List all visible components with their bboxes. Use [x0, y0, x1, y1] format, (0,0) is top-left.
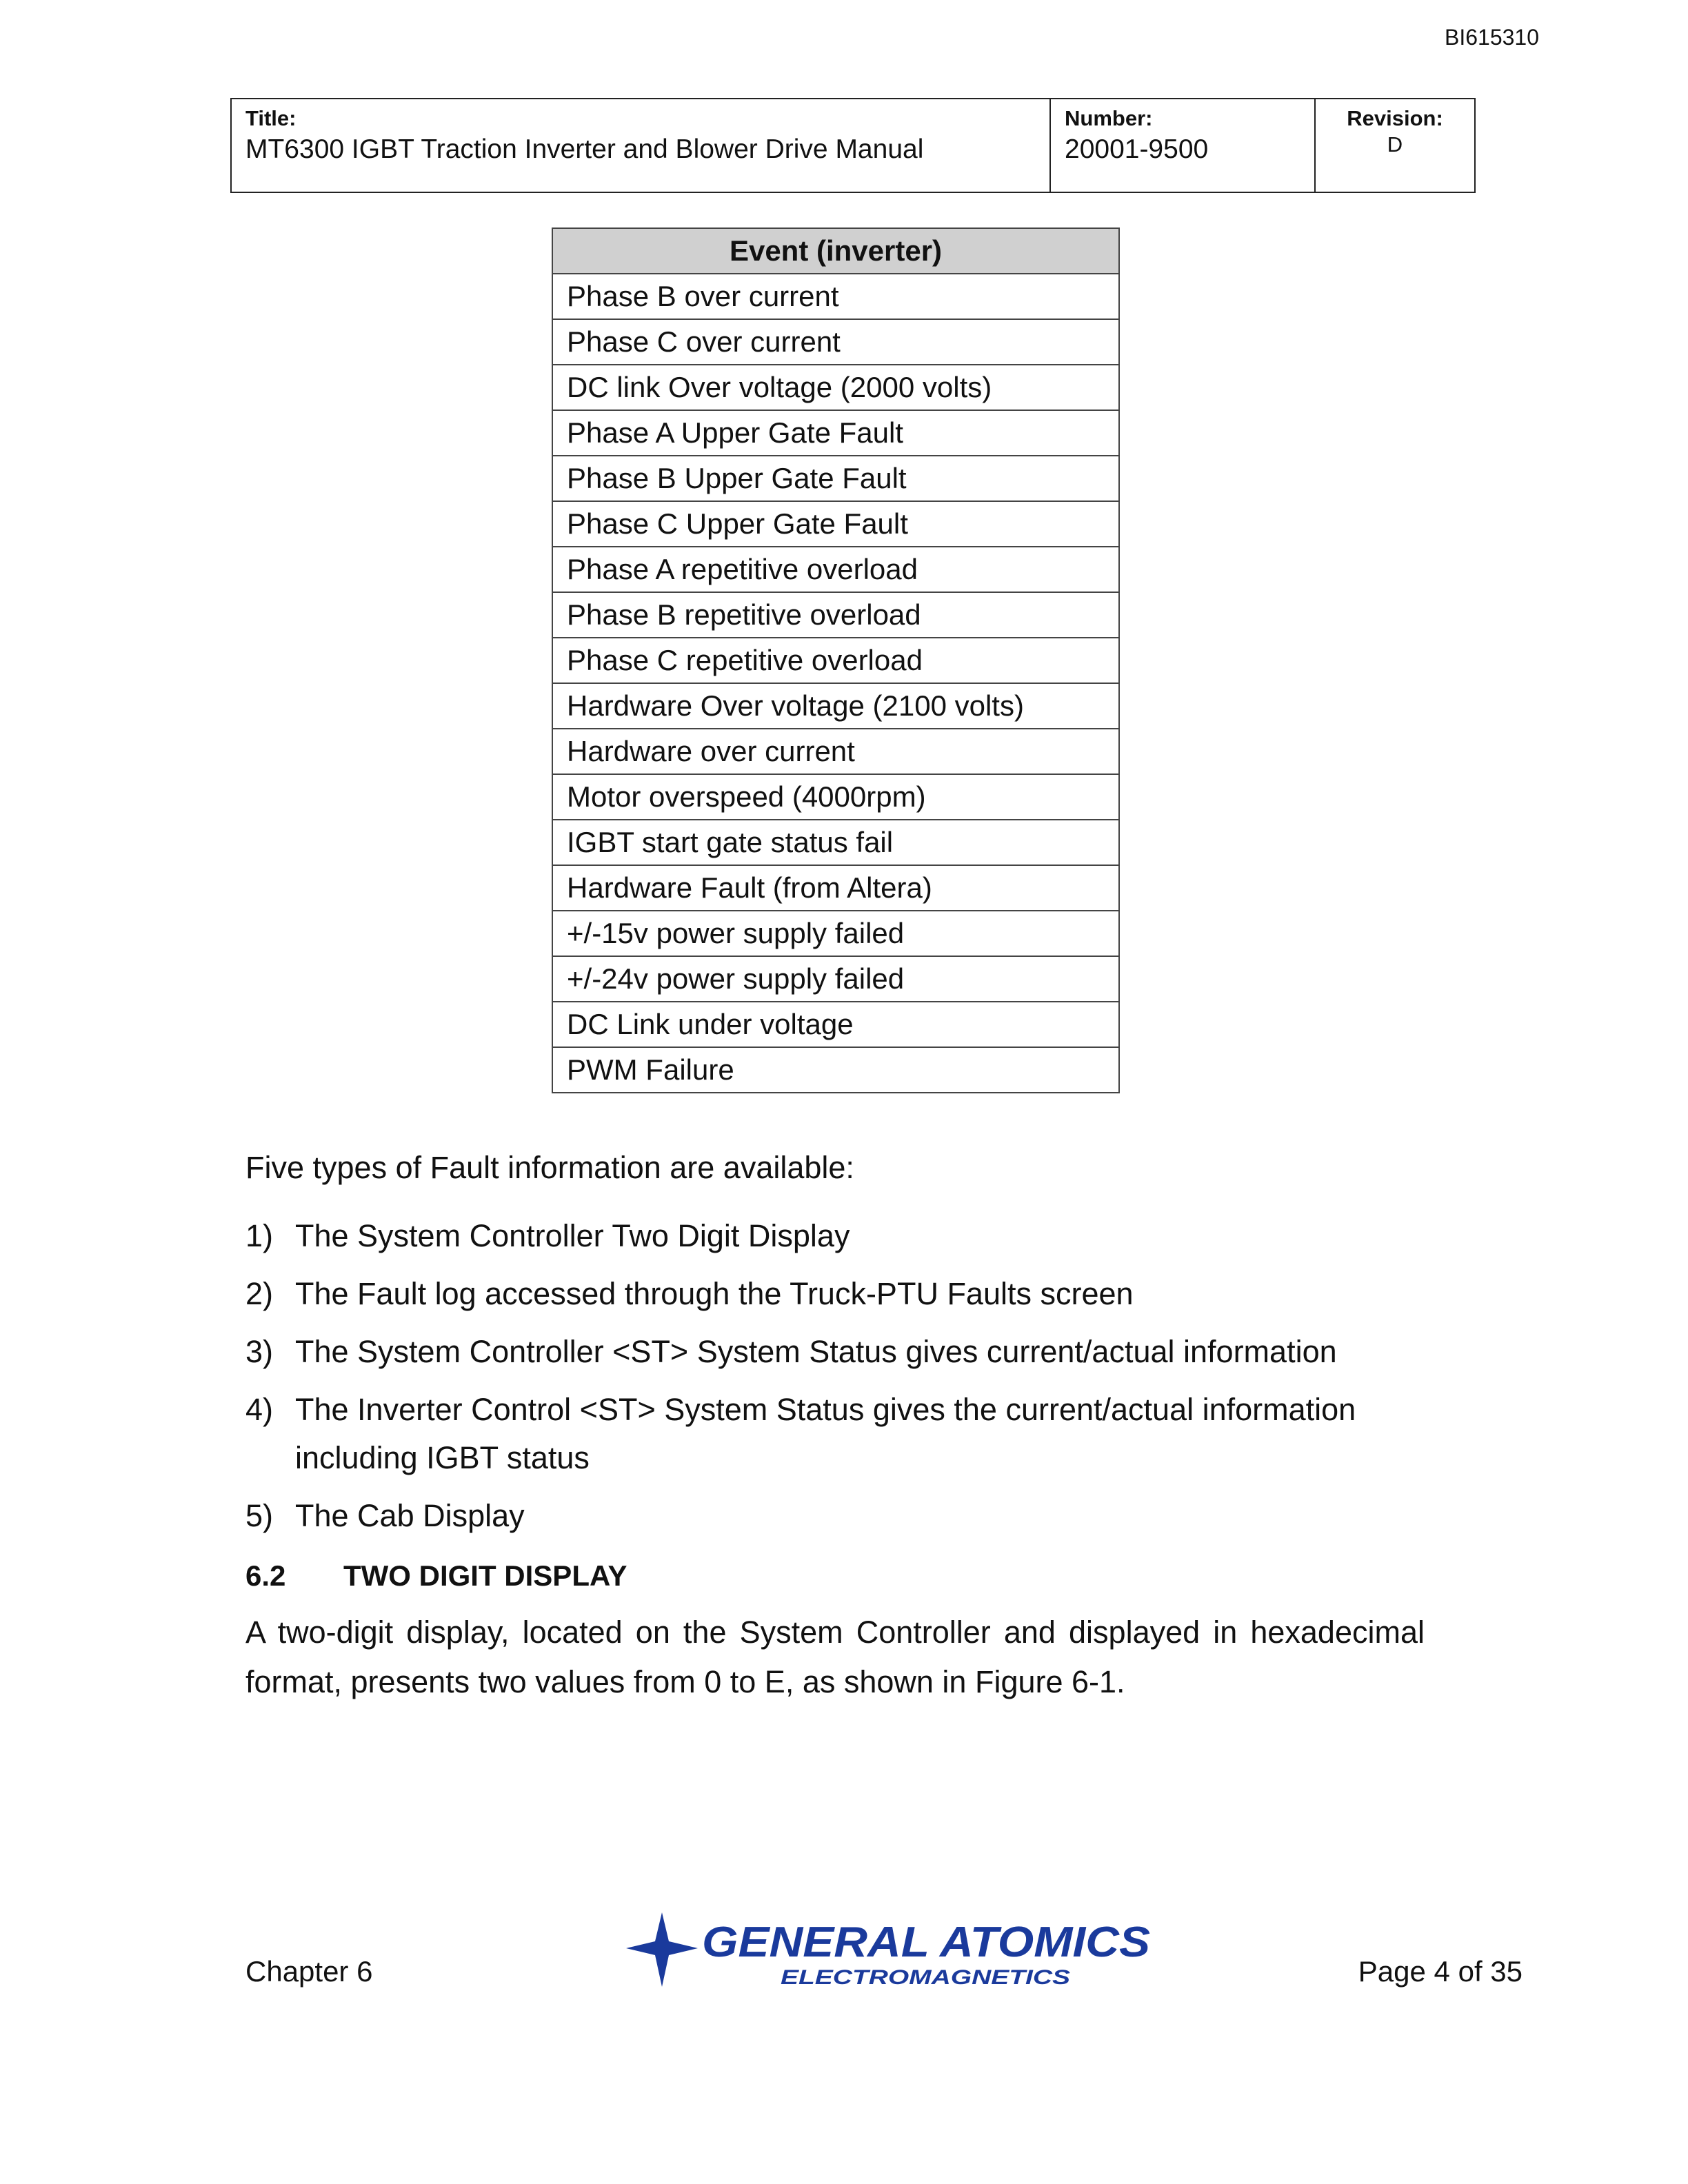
star-icon	[626, 1912, 698, 1987]
title-label: Title:	[245, 106, 297, 130]
event-cell: +/-15v power supply failed	[552, 911, 1119, 956]
footer-page-number: Page 4 of 35	[1358, 1955, 1523, 1988]
event-cell: Phase B Upper Gate Fault	[552, 456, 1119, 501]
event-cell: +/-24v power supply failed	[552, 956, 1119, 1002]
event-table-header-row	[552, 228, 1119, 274]
logo-sub-text: ELECTROMAGNETICS	[781, 1966, 1070, 1989]
table-row	[552, 638, 1119, 683]
table-row	[552, 456, 1119, 501]
list-item	[245, 1212, 1425, 1260]
table-row	[552, 865, 1119, 911]
fault-list	[245, 1212, 1425, 1550]
company-logo	[621, 1910, 1158, 1992]
list-number: 3)	[245, 1334, 274, 1369]
revision-label: Revision:	[1347, 106, 1443, 130]
table-row	[552, 956, 1119, 1002]
event-cell: DC link Over voltage (2000 volts)	[552, 365, 1119, 410]
fault-intro: Five types of Fault information are available:	[245, 1150, 854, 1185]
list-item	[245, 1328, 1425, 1376]
table-row	[552, 911, 1119, 956]
revision-value: D	[1387, 132, 1403, 156]
list-text: The System Controller Two Digit Display	[295, 1218, 850, 1253]
event-cell: DC Link under voltage	[552, 1002, 1119, 1047]
event-cell: Phase A Upper Gate Fault	[552, 410, 1119, 456]
event-cell: Motor overspeed (4000rpm)	[552, 774, 1119, 820]
table-row	[552, 365, 1119, 410]
table-row	[552, 501, 1119, 547]
event-table	[552, 228, 1120, 1093]
event-cell: Phase C repetitive overload	[552, 638, 1119, 683]
number-value: 20001-9500	[1065, 134, 1209, 164]
list-number: 4)	[245, 1392, 274, 1427]
document-id: BI615310	[1444, 25, 1539, 50]
table-row	[552, 729, 1119, 774]
event-cell: Phase B repetitive overload	[552, 592, 1119, 638]
list-text: The Fault log accessed through the Truck-PTU Faults screen	[295, 1276, 1134, 1311]
list-number: 2)	[245, 1276, 274, 1311]
event-table-header: Event (inverter)	[552, 228, 1119, 274]
table-row	[552, 1002, 1119, 1047]
table-row	[552, 1047, 1119, 1093]
section-paragraph: A two-digit display, located on the System Controller and displayed in hexadecimal format, presents two values from 0 to E, as shown in Figure 6-1.	[245, 1615, 1425, 1699]
list-text: The Cab Display	[295, 1498, 525, 1533]
list-item	[245, 1386, 1425, 1482]
number-label: Number:	[1065, 106, 1153, 130]
title-value: MT6300 IGBT Traction Inverter and Blower Drive Manual	[245, 134, 924, 164]
event-cell: Phase C Upper Gate Fault	[552, 501, 1119, 547]
list-text: The System Controller <ST> System Status gives current/actual information	[295, 1334, 1337, 1369]
table-row	[552, 683, 1119, 729]
section-title: TWO DIGIT DISPLAY	[343, 1559, 627, 1592]
table-row	[552, 410, 1119, 456]
list-item	[245, 1270, 1425, 1318]
table-row	[552, 274, 1119, 319]
table-row	[552, 774, 1119, 820]
table-row	[552, 820, 1119, 865]
event-cell: IGBT start gate status fail	[552, 820, 1119, 865]
footer-chapter: Chapter 6	[245, 1955, 373, 1988]
table-row	[552, 547, 1119, 592]
section-number: 6.2	[245, 1559, 286, 1592]
revision-cell	[1316, 99, 1474, 192]
event-cell: Phase C over current	[552, 319, 1119, 365]
list-number: 5)	[245, 1498, 274, 1533]
list-text: The Inverter Control <ST> System Status gives the current/actual information including IGBT status	[295, 1392, 1356, 1475]
list-item	[245, 1492, 1425, 1540]
table-row	[552, 319, 1119, 365]
event-cell: Phase B over current	[552, 274, 1119, 319]
header-table	[230, 98, 1476, 193]
list-number: 1)	[245, 1218, 274, 1253]
event-cell: Hardware Over voltage (2100 volts)	[552, 683, 1119, 729]
logo-main-text: GENERAL ATOMICS	[702, 1919, 1150, 1966]
title-cell	[232, 99, 1051, 192]
table-row	[552, 592, 1119, 638]
section-heading	[245, 1559, 627, 1593]
event-cell: Phase A repetitive overload	[552, 547, 1119, 592]
event-cell: Hardware Fault (from Altera)	[552, 865, 1119, 911]
number-cell	[1051, 99, 1316, 192]
event-cell: Hardware over current	[552, 729, 1119, 774]
event-cell: PWM Failure	[552, 1047, 1119, 1093]
